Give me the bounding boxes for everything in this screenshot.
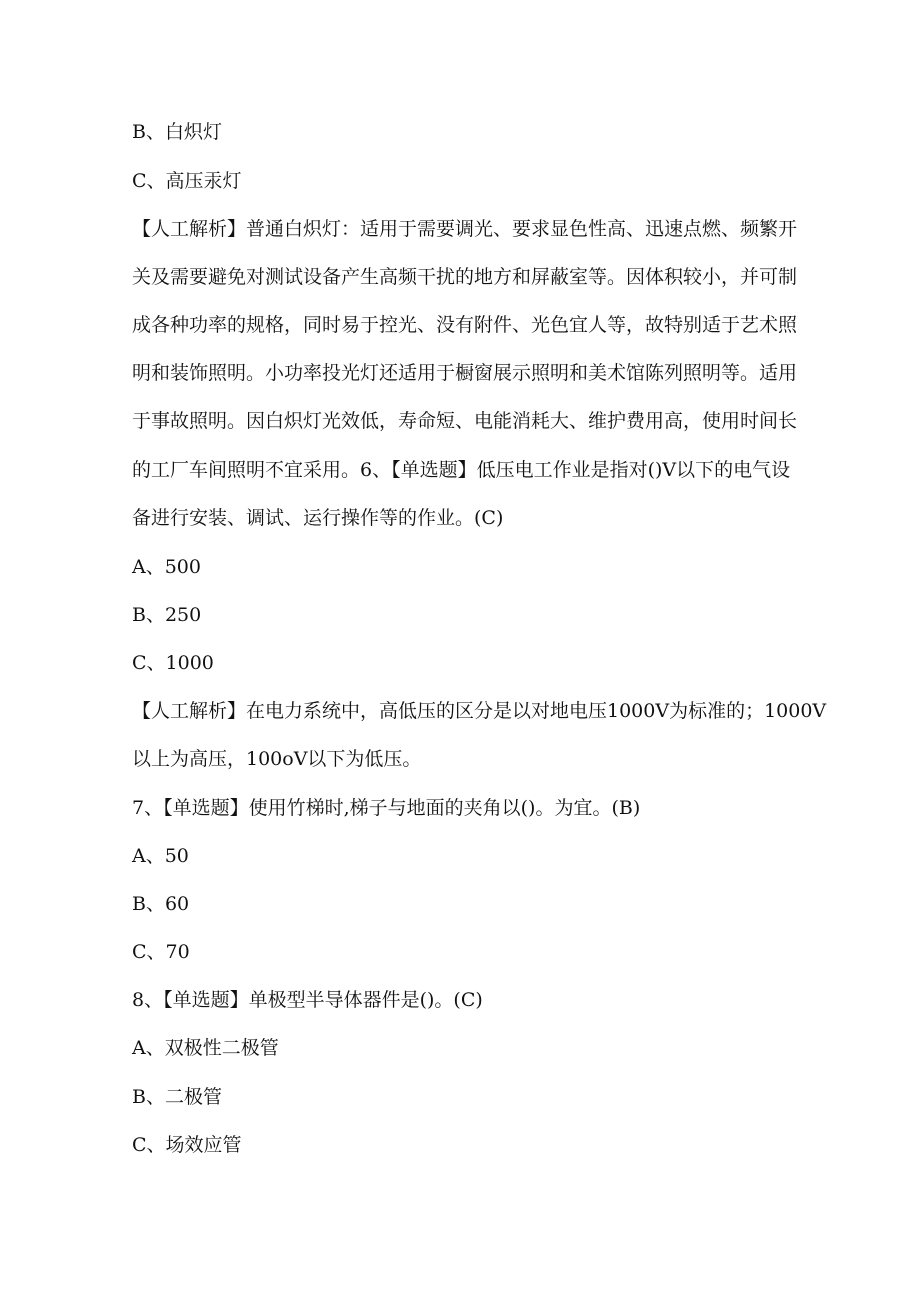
question-8: 8、【单选题】单极型半导体器件是()。(C) (132, 989, 483, 1011)
q7-option-c: C、70 (132, 941, 190, 963)
q8-option-c: C、场效应管 (132, 1134, 242, 1156)
question-7: 7、【单选题】使用竹梯时,梯子与地面的夹角以()。为宜。(B) (132, 797, 641, 819)
analysis-line-3: 成各种功率的规格，同时易于控光、没有附件、光色宜人等，故特别适于艺术照 (132, 314, 798, 336)
q8-option-b: B、二极管 (132, 1086, 222, 1108)
q7-option-a: A、50 (132, 845, 189, 867)
analysis-line-5: 于事故照明。因白炽灯光效低，寿命短、电能消耗大、维护费用高，使用时间长 (132, 410, 798, 432)
analysis-line-2: 关及需要避免对测试设备产生高频干扰的地方和屏蔽室等。因体积较小，并可制 (132, 266, 798, 288)
question-6-line-2: 备进行安装、调试、运行操作等的作业。(C) (132, 507, 504, 529)
q6-option-c: C、1000 (132, 652, 214, 674)
q6-analysis-line-1: 【人工解析】在电力系统中，高低压的区分是以对地电压1000V为标准的；1000V (132, 700, 827, 722)
q6-option-a: A、500 (132, 556, 201, 578)
analysis-line-4: 明和装饰照明。小功率投光灯还适用于橱窗展示照明和美术馆陈列照明等。适用 (132, 362, 798, 384)
analysis-line-1: 【人工解析】普通白炽灯：适用于需要调光、要求显色性高、迅速点燃、频繁开 (132, 218, 798, 240)
option-c-mercury-lamp: C、高压汞灯 (132, 170, 242, 192)
question-6-line-1: 的工厂车间照明不宜采用。6、【单选题】低压电工作业是指对()V以下的电气设 (132, 459, 791, 481)
q6-analysis-line-2: 以上为高压，100oV以下为低压。 (132, 748, 422, 770)
q6-option-b: B、250 (132, 604, 202, 626)
q7-option-b: B、60 (132, 893, 190, 915)
q8-option-a: A、双极性二极管 (132, 1037, 279, 1059)
option-b-incandescent: B、白炽灯 (132, 121, 222, 143)
